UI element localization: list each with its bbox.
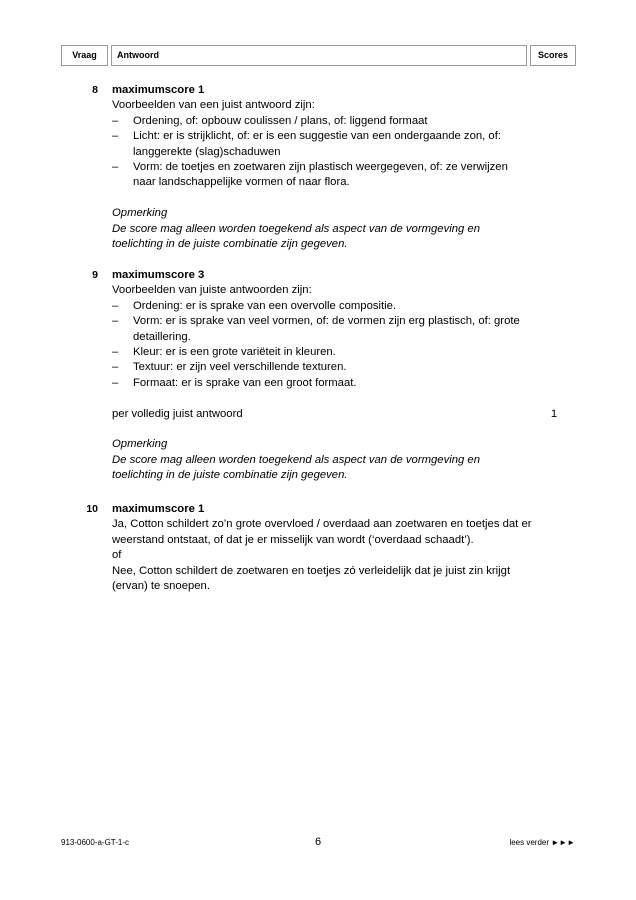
list-item: – Vorm: de toetjes en zoetwaren zijn plastisch weergegeven, of: ze verwijzen naar landschappelijke vormen of naar flora. [112,161,508,189]
question-number: 8 [92,84,98,96]
remark-text: De score mag alleen worden toegekend als aspect van de vormgeving en toelichting in de juiste combinatie zijn gegeven. [112,222,480,251]
list-item: – Formaat: er is sprake van een groot formaat. [112,376,357,389]
list-item: – Ordening, of: opbouw coulissen / plans, of: liggend formaat [112,114,428,127]
header-scores: Scores [530,45,576,66]
remark-text: De score mag alleen worden toegekend als aspect van de vormgeving en toelichting in de juiste combinatie zijn gegeven. [112,453,480,482]
list-item-text: Licht: er is strijklicht, of: er is een suggestie van een ondergaande zon, of: langgerekte (slag)schaduwen [133,130,501,158]
list-item-text: Textuur: er zijn veel verschillende texturen. [133,361,347,374]
header-antwoord: Antwoord [111,45,527,66]
remark-title: Opmerking [112,207,168,220]
page-number: 6 [314,836,322,848]
score-row [112,407,558,422]
list-item: – Ordening: er is sprake van een overvolle compositie. [112,299,397,312]
list-item: – Kleur: er is een grote variëteit in kleuren. [112,346,336,359]
footer-code: 913-0600-a-GT-1-c [61,838,130,847]
question-number: 9 [92,269,98,281]
question-number: 10 [86,503,98,515]
intro-text: Voorbeelden van een juist antwoord zijn: [112,99,315,112]
list-item-text: Formaat: er is sprake van een groot formaat. [133,376,357,389]
question-9 [112,268,558,484]
header-vraag: Vraag [61,45,108,66]
list-item-text: Ordening: er is sprake van een overvolle compositie. [133,299,397,312]
question-8 [112,83,532,252]
max-score-heading: maximumscore 3 [112,269,205,281]
list-item-text: Vorm: de toetjes en zoetwaren zijn plastisch weergegeven, of: ze verwijzen naar landschappelijke vormen of naar flora. [133,161,508,189]
list-item: – Vorm: er is sprake van veel vormen, of: de vormen zijn erg plastisch, of: grote detaillering. [112,315,520,343]
answer-or: of [112,549,122,562]
question-10 [112,502,532,594]
max-score-heading: maximumscore 1 [112,503,205,515]
list-item-text: Ordening, of: opbouw coulissen / plans, of: liggend formaat [133,114,428,127]
continue-label: lees verder ►►► [509,838,575,847]
intro-text: Voorbeelden van juiste antwoorden zijn: [112,284,312,297]
score-value: 1 [550,407,558,420]
list-item-text: Kleur: er is een grote variëteit in kleuren. [133,346,336,359]
list-item-text: Vorm: er is sprake van veel vormen, of: de vormen zijn erg plastisch, of: grote detaillering. [133,315,520,343]
max-score-heading: maximumscore 1 [112,84,205,96]
list-item: – Licht: er is strijklicht, of: er is een suggestie van een ondergaande zon, of: langgerekte (slag)schaduwen [112,130,501,158]
answer-no: Nee, Cotton schildert de zoetwaren en toetjes zó verleidelijk dat je juist zin krijgt (ervan) te snoepen. [112,564,511,593]
score-label: per volledig juist antwoord [112,407,243,420]
remark-title: Opmerking [112,438,168,451]
answer-yes: Ja, Cotton schildert zo’n grote overvloed / overdaad aan zoetwaren en toetjes dat er weerstand ontstaat, of dat je er misselijk van wordt (‘overdaad schaadt’). [112,518,532,546]
list-item: – Textuur: er zijn veel verschillende texturen. [112,361,347,374]
